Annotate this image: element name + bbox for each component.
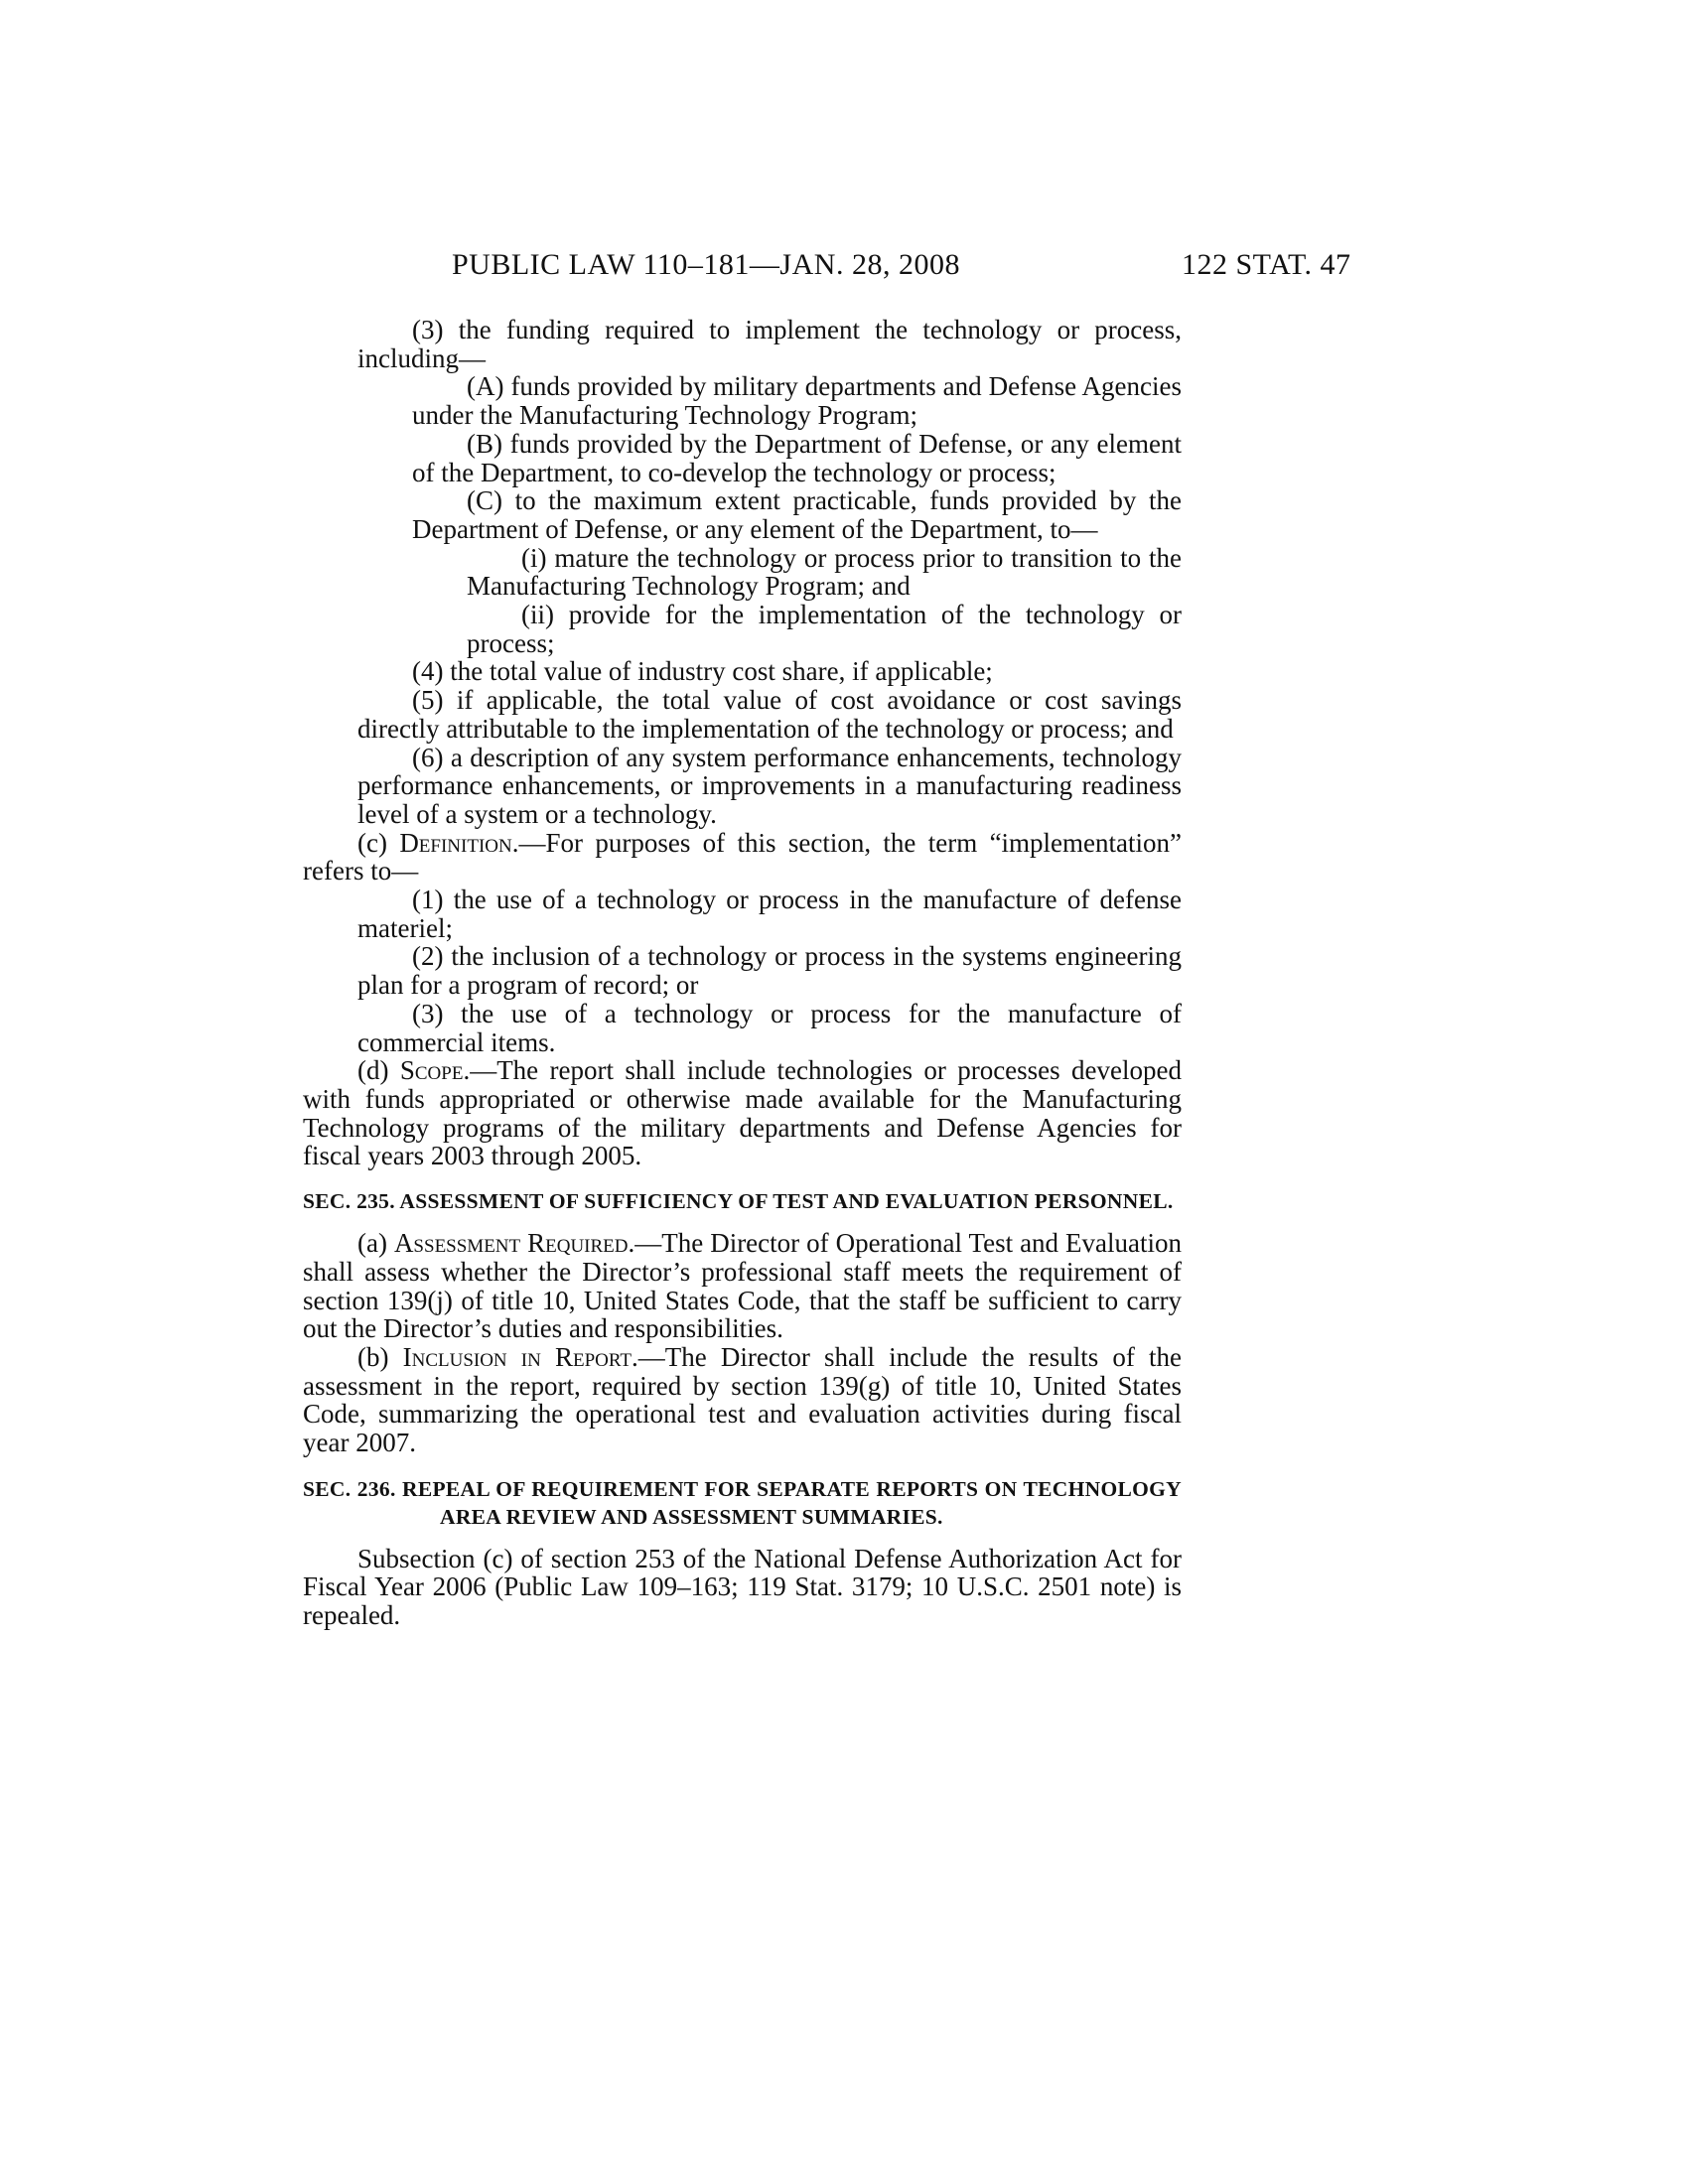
paragraph-3-a: (A) funds provided by military departments and Defense Agencies under the Manufacturing Technology Program; bbox=[412, 371, 1182, 431]
paragraph-3-c-i: (i) mature the technology or process prior to transition to the Manufacturing Technology Program; and bbox=[467, 542, 1182, 602]
section-235-subsection-a bbox=[303, 1229, 1182, 1343]
subsection-c-prefix: (c) bbox=[357, 827, 400, 858]
paragraph-3-c-ii: (ii) provide for the implementation of the technology or process; bbox=[467, 600, 1182, 658]
subsection-d bbox=[303, 1056, 1182, 1170]
section-235-subsection-b bbox=[303, 1343, 1182, 1457]
paragraph-c-2: (2) the inclusion of a technology or process in the systems engineering plan for a program of record; or bbox=[357, 941, 1182, 1001]
paragraph-3-b: (B) funds provided by the Department of Defense, or any element of the Department, to co-develop the technology or process; bbox=[412, 428, 1182, 487]
s235b-heading: Inclusion in Report bbox=[402, 1341, 633, 1372]
body-text bbox=[303, 316, 1182, 1630]
section-235-heading: SEC. 235. ASSESSMENT OF SUFFICIENCY OF TEST AND EVALUATION PERSONNEL. bbox=[303, 1189, 1174, 1214]
subsection-d-heading: Scope bbox=[399, 1055, 464, 1086]
s235a-prefix: (a) bbox=[357, 1228, 394, 1259]
s235b-prefix: (b) bbox=[357, 1341, 403, 1372]
page-reference: 122 STAT. 47 bbox=[1182, 248, 1351, 281]
paragraph-5: (5) if applicable, the total value of cost avoidance or cost savings directly attributable to the implementation of the technology or process; and bbox=[357, 685, 1182, 744]
section-236-heading: SEC. 236. REPEAL OF REQUIREMENT FOR SEPARATE REPORTS ON TECHNOLOGY AREA REVIEW AND ASSESSMENT SUMMARIES. bbox=[303, 1476, 1182, 1529]
paragraph-4: (4) the total value of industry cost share, if applicable; bbox=[412, 656, 993, 687]
subsection-d-prefix: (d) bbox=[357, 1055, 400, 1086]
paragraph-3: (3) the funding required to implement the technology or process, including— bbox=[357, 315, 1182, 373]
subsection-c-heading: Definition bbox=[399, 827, 512, 858]
paragraph-3-c: (C) to the maximum extent practicable, funds provided by the Department of Defense, or any element of the Department, to— bbox=[412, 485, 1182, 544]
subsection-d-text: .—The report shall include technologies or processes developed with funds appropriated or otherwise made available for the Manufacturing Technology programs of the military departments and Defense Agencies for fiscal years 2003 through 2005. bbox=[303, 1055, 1182, 1171]
s235b-text: .—The Director shall include the results of the assessment in the report, required by section 139(g) of title 10, United States Code, summarizing the operational test and evaluation activities during fiscal year 2007. bbox=[303, 1341, 1182, 1458]
running-header-title: PUBLIC LAW 110–181—JAN. 28, 2008 bbox=[452, 248, 960, 281]
s235a-heading: Assessment Required bbox=[393, 1228, 629, 1259]
subsection-c bbox=[303, 829, 1182, 886]
s235a-text: .—The Director of Operational Test and Evaluation shall assess whether the Director’s professional staff meets the requirement of section 139(j) of title 10, United States Code, that the staff be sufficient to carry out the Director’s duties and responsibilities. bbox=[303, 1228, 1182, 1344]
subsection-c-text: .—For purposes of this section, the term “implementation” refers to— bbox=[303, 827, 1182, 887]
paragraph-c-3: (3) the use of a technology or process for the manufacture of commercial items. bbox=[357, 998, 1182, 1057]
paragraph-c-1: (1) the use of a technology or process in the manufacture of defense materiel; bbox=[357, 885, 1182, 943]
paragraph-6: (6) a description of any system performance enhancements, technology performance enhancements, or improvements in a manufacturing readiness level of a system or a technology. bbox=[357, 742, 1182, 829]
section-236-text: Subsection (c) of section 253 of the National Defense Authorization Act for Fiscal Year 2006 (Public Law 109–163; 119 Stat. 3179; 10 U.S.C. 2501 note) is repealed. bbox=[303, 1543, 1182, 1631]
